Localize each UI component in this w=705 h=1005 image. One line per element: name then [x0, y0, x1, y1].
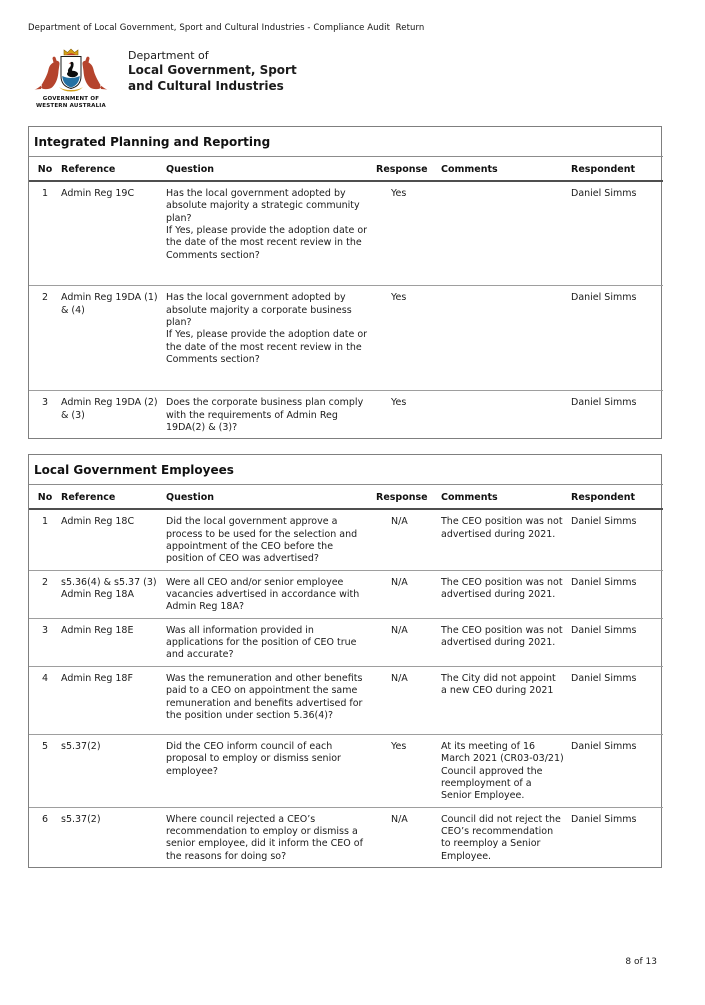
cell-question: Was the remuneration and other benefits paid to a CEO on appointment the same remuneration and benefits advertised for the position under section 5.36(4)?	[166, 666, 376, 734]
cell-comments	[441, 391, 571, 439]
cell-no: 3	[29, 391, 61, 439]
column-header-reference: Reference	[61, 156, 166, 181]
table-row	[29, 570, 663, 618]
table-row	[29, 509, 663, 570]
table-header-row	[29, 485, 663, 510]
cell-no: 6	[29, 807, 61, 867]
cell-no: 5	[29, 734, 61, 807]
cell-comments	[441, 286, 571, 391]
column-header-response: Response	[376, 485, 441, 510]
column-header-no: No	[29, 156, 61, 181]
cell-response: N/A	[376, 570, 441, 618]
cell-response: Yes	[391, 187, 407, 199]
cell-comments: The City did not appoint a new CEO during 2021	[441, 666, 571, 734]
department-name-line3: and Cultural Industries	[128, 78, 284, 93]
cell-question: Does the corporate business plan comply with the requirements of Admin Reg 19DA(2) & (3)?	[166, 391, 376, 439]
cell-question: Did the CEO inform council of each proposal to employ or dismiss senior employee?	[166, 734, 376, 807]
cell-response: N/A	[391, 516, 408, 528]
cell-response: Yes	[376, 391, 441, 439]
column-header-comments: Comments	[441, 156, 571, 181]
cell-comments	[441, 181, 571, 286]
department-name-line1: Department of	[128, 49, 209, 62]
cell-response: N/A	[376, 807, 441, 867]
department-name-line2: Local Government, Sport	[128, 63, 297, 78]
table-row	[29, 618, 663, 666]
column-header-respondent: Respondent	[571, 156, 663, 181]
cell-no: 3	[29, 618, 61, 666]
cell-respondent: Daniel Simms	[571, 570, 663, 618]
crest-caption-line1: GOVERNMENT OF	[42, 96, 100, 102]
document-header-title: Department of Local Government, Sport and Cultural Industries - Compliance Audit Return	[28, 23, 425, 33]
column-header-no: No	[29, 485, 61, 510]
audit-table-integrated-planning	[29, 156, 663, 439]
cell-no: 1	[41, 516, 49, 528]
table-row	[29, 181, 663, 286]
column-header-comments: Comments	[441, 485, 571, 510]
section-local-government-employees	[28, 454, 662, 868]
cell-question: Has the local government adopted by absolute majority a corporate business plan? If Yes, please provide the adoption date or the date of the most recent review in the Comments section?	[166, 286, 376, 391]
cell-reference: Admin Reg 19DA (2) & (3)	[61, 391, 166, 439]
cell-reference: Admin Reg 19DA (1) & (4)	[61, 286, 166, 391]
cell-respondent: Daniel Simms	[571, 734, 663, 807]
cell-response: Yes	[376, 734, 441, 807]
column-header-reference: Reference	[61, 485, 166, 510]
cell-reference: Admin Reg 18C	[61, 516, 135, 528]
cell-question: Where council rejected a CEO’s recommendation to employ or dismiss a senior employee, did it inform the CEO of the reasons for doing so?	[166, 807, 376, 867]
audit-table-local-government-employees	[29, 484, 663, 867]
department-logo	[28, 46, 662, 111]
page-number: 8 of 13	[625, 957, 657, 967]
column-header-question: Question	[166, 156, 376, 181]
cell-comments: The CEO position was not advertised during 2021.	[441, 516, 566, 540]
cell-question: Were all CEO and/or senior employee vacancies advertised in accordance with Admin Reg 18A?	[166, 570, 376, 618]
cell-response: N/A	[376, 618, 441, 666]
table-header-row	[29, 156, 663, 181]
section-title: Integrated Planning and Reporting	[34, 134, 271, 149]
wa-coat-of-arms	[28, 46, 114, 111]
cell-reference: Admin Reg 19C	[61, 187, 135, 199]
column-header-response: Response	[376, 156, 441, 181]
table-row	[29, 286, 663, 391]
table-row	[29, 807, 663, 867]
cell-no: 4	[29, 666, 61, 734]
table-row	[29, 666, 663, 734]
cell-reference: s5.37(2)	[61, 807, 166, 867]
cell-question: Was all information provided in applications for the position of CEO true and accurate?	[166, 618, 376, 666]
table-row	[29, 734, 663, 807]
cell-respondent: Daniel Simms	[571, 807, 663, 867]
cell-reference: s5.37(2)	[61, 734, 166, 807]
cell-reference: Admin Reg 18F	[61, 666, 166, 734]
cell-no: 2	[29, 570, 61, 618]
column-header-respondent: Respondent	[571, 485, 663, 510]
cell-no: 2	[29, 286, 61, 391]
cell-respondent: Daniel Simms	[571, 187, 637, 199]
cell-respondent: Daniel Simms	[571, 666, 663, 734]
column-header-question: Question	[166, 485, 376, 510]
cell-comments: The CEO position was not advertised during 2021.	[441, 618, 571, 666]
cell-no: 1	[41, 187, 49, 199]
section-title: Local Government Employees	[34, 463, 234, 478]
cell-comments: The CEO position was not advertised during 2021.	[441, 570, 571, 618]
cell-respondent: Daniel Simms	[571, 516, 637, 528]
cell-respondent: Daniel Simms	[571, 286, 663, 391]
cell-respondent: Daniel Simms	[571, 391, 663, 439]
table-row	[29, 391, 663, 439]
department-name	[128, 49, 297, 94]
cell-response: N/A	[376, 666, 441, 734]
cell-question: Has the local government adopted by absolute majority a strategic community plan? If Yes, please provide the adoption date or the date of the most recent review in the Comments section?	[166, 187, 368, 261]
cell-reference: Admin Reg 18E	[61, 618, 166, 666]
cell-comments: At its meeting of 16 March 2021 (CR03-03/21) Council approved the reemployment of a Senior Employee.	[441, 734, 571, 807]
wa-crest-icon	[31, 46, 111, 92]
crest-caption-line2: WESTERN AUSTRALIA	[35, 103, 106, 110]
cell-question: Did the local government approve a process to be used for the selection and appointment of the CEO before the position of CEO was advertised?	[166, 516, 361, 565]
crest-caption	[28, 96, 114, 111]
cell-response: Yes	[376, 286, 441, 391]
section-integrated-planning	[28, 126, 662, 440]
cell-comments: Council did not reject the CEO’s recommendation to reemploy a Senior Employee.	[441, 807, 571, 867]
cell-reference: s5.36(4) & s5.37 (3) Admin Reg 18A	[61, 570, 166, 618]
cell-respondent: Daniel Simms	[571, 618, 663, 666]
